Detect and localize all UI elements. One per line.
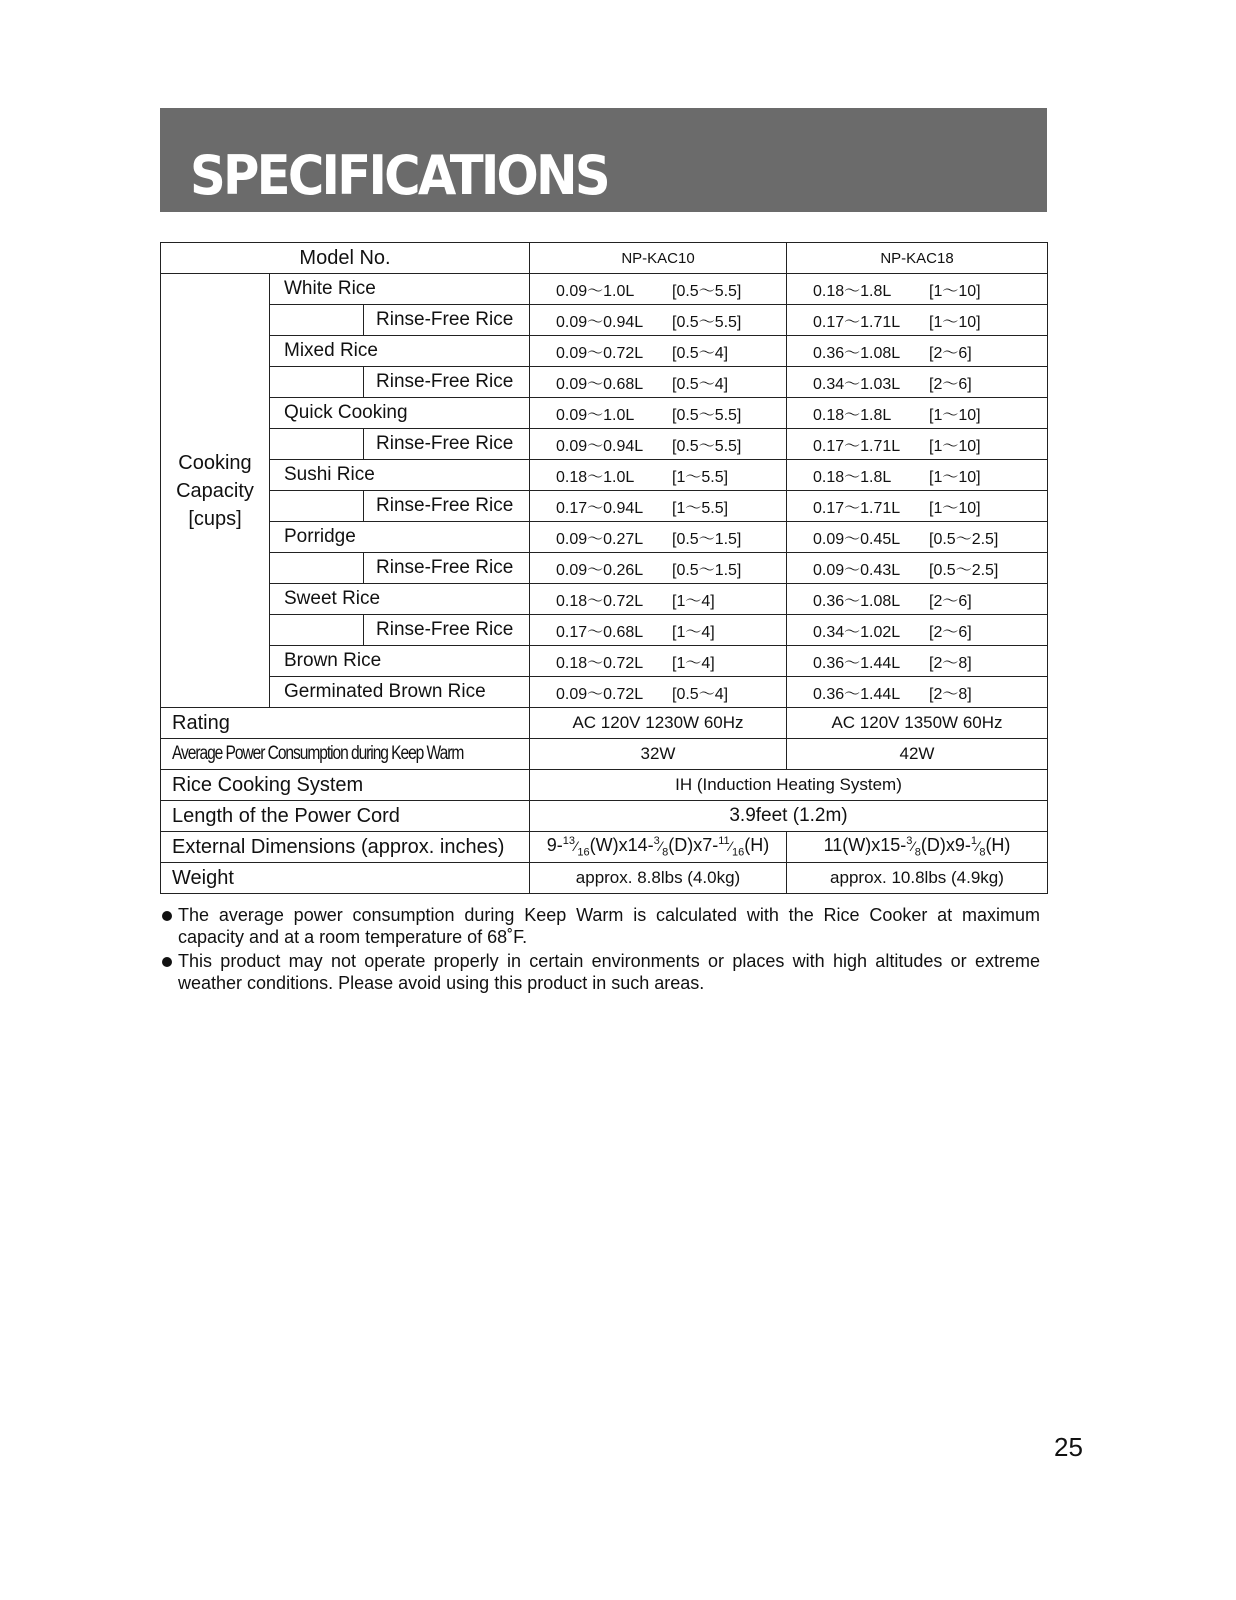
capacity-cell-kac18 (787, 460, 1048, 491)
menu-label: Germinated Brown Rice (270, 677, 530, 708)
note-environment: This product may not operate properly in certain environments or places with high altitudes or extreme weather conditions. Please avoid using this product in such areas. (160, 950, 1040, 994)
capacity-cups: [1～4] (672, 654, 715, 672)
capacity-cups: [1～10] (929, 499, 981, 517)
capacity-cups: [0.5～1.5] (672, 530, 742, 548)
capacity-cell-kac10 (530, 336, 787, 367)
dim-part: (H) (985, 835, 1011, 856)
system-value: IH (Induction Heating System) (530, 770, 1048, 801)
system-row-label (161, 770, 530, 801)
rating-row-label-text: Rating (172, 711, 230, 734)
capacity-liters: 0.34～1.03L (813, 375, 901, 393)
capacity-cups: [1～5.5] (672, 499, 729, 517)
capacity-liters: 0.17～1.71L (813, 437, 901, 455)
capacity-cups: [0.5～5.5] (672, 282, 742, 300)
fraction-numerator: 1 (970, 835, 977, 848)
capacity-liters: 0.34～1.02L (813, 623, 901, 641)
capacity-cups: [0.5～5.5] (672, 437, 742, 455)
keep-warm-kac18: 42W (787, 739, 1048, 770)
menu-sublabel: Rinse-Free Rice (364, 615, 530, 646)
table-row (161, 274, 1048, 305)
page-title: SPECIFICATIONS (190, 144, 608, 207)
capacity-liters: 0.09～0.94L (556, 437, 644, 455)
table-row (161, 646, 1048, 677)
dim-part: (H) (744, 835, 770, 856)
indent-cell (270, 491, 364, 522)
capacity-cell-kac18 (787, 615, 1048, 646)
weight-row-label-text: Weight (172, 866, 234, 889)
table-row (161, 305, 1048, 336)
rating-row-label (161, 708, 530, 739)
fraction-numerator: 3 (653, 835, 660, 848)
menu-label: Brown Rice (270, 646, 530, 677)
fraction (970, 835, 986, 859)
capacity-liters: 0.18～1.8L (813, 282, 892, 300)
model-kac10: NP-KAC10 (530, 243, 787, 274)
dim-part: (D)x7- (668, 835, 719, 856)
page-number: 25 (1054, 1432, 1083, 1462)
menu-label: Quick Cooking (270, 398, 530, 429)
capacity-cell-kac10 (530, 553, 787, 584)
dimensions-kac18 (787, 832, 1048, 863)
table-row (161, 584, 1048, 615)
capacity-liters: 0.36～1.08L (813, 592, 901, 610)
capacity-cups: [0.5～5.5] (672, 406, 742, 424)
fraction-slash: ⁄ (575, 838, 578, 855)
specifications-table (160, 242, 1048, 894)
capacity-cell-kac10 (530, 522, 787, 553)
menu-label: Sweet Rice (270, 584, 530, 615)
capacity-cell-kac10 (530, 398, 787, 429)
capacity-cups: [2～8] (929, 654, 972, 672)
capacity-cups: [0.5～1.5] (672, 561, 742, 579)
fraction-numerator: 11 (718, 835, 730, 848)
title-banner (160, 108, 1047, 212)
capacity-cell-kac18 (787, 677, 1048, 708)
fraction-numerator: 3 (906, 835, 913, 848)
notes-list (160, 904, 1040, 996)
capacity-cups: [1～10] (929, 313, 981, 331)
fraction-slash: ⁄ (976, 838, 980, 855)
keep-warm-row-label-text: Average Power Consumption during Keep Warm (172, 743, 464, 764)
capacity-liters: 0.09～0.94L (556, 313, 644, 331)
capacity-cell-kac10 (530, 491, 787, 522)
cord-row-label-text: Length of the Power Cord (172, 804, 400, 827)
fraction-numerator: 13 (562, 835, 576, 848)
capacity-liters: 0.09～1.0L (556, 406, 635, 424)
capacity-liters: 0.18～0.72L (556, 654, 644, 672)
menu-sublabel: Rinse-Free Rice (364, 553, 530, 584)
fraction-denominator: 16 (577, 846, 590, 859)
table-row (161, 491, 1048, 522)
fraction-denominator: 8 (662, 846, 669, 859)
indent-cell (270, 553, 364, 584)
rating-row (161, 708, 1048, 739)
capacity-liters: 0.09～0.27L (556, 530, 644, 548)
capacity-cups: [2～6] (929, 623, 972, 641)
dim-part: (W)x14- (589, 835, 654, 856)
capacity-cell-kac10 (530, 677, 787, 708)
capacity-liters: 0.17～0.94L (556, 499, 644, 517)
note-keep-warm: The average power consumption during Keep Warm is calculated with the Rice Cooker at maximum capacity and at a room temperature of 68˚F. (160, 904, 1040, 948)
fraction (653, 835, 669, 859)
capacity-cell-kac18 (787, 305, 1048, 336)
model-no-label: Model No. (161, 243, 530, 274)
table-row (161, 677, 1048, 708)
fraction (906, 835, 921, 859)
capacity-cups: [2～8] (929, 685, 972, 703)
capacity-cell-kac10 (530, 646, 787, 677)
capacity-cups: [1～10] (929, 468, 981, 486)
system-row-label-text: Rice Cooking System (172, 773, 364, 796)
table-row (161, 398, 1048, 429)
table-row (161, 336, 1048, 367)
indent-cell (270, 615, 364, 646)
weight-row (161, 863, 1048, 894)
capacity-liters: 0.18～1.8L (813, 468, 892, 486)
indent-cell (270, 305, 364, 336)
weight-row-label (161, 863, 530, 894)
fraction-denominator: 16 (731, 846, 745, 859)
dim-part: 11(W)x15- (823, 835, 907, 856)
capacity-cell-kac18 (787, 336, 1048, 367)
dim-part: (D)x9- (920, 835, 971, 856)
capacity-cups: [1～10] (929, 406, 981, 424)
capacity-liters: 0.09～0.26L (556, 561, 644, 579)
capacity-cups: [1～4] (672, 623, 715, 641)
capacity-liters: 0.18～0.72L (556, 592, 644, 610)
cord-row (161, 801, 1048, 832)
capacity-liters: 0.18～1.0L (556, 468, 635, 486)
keep-warm-kac10: 32W (530, 739, 787, 770)
menu-label: Porridge (270, 522, 530, 553)
capacity-label-line: Capacity (176, 479, 254, 502)
fraction-denominator: 8 (979, 846, 986, 859)
capacity-cell-kac10 (530, 460, 787, 491)
capacity-liters: 0.36～1.44L (813, 654, 901, 672)
indent-cell (270, 367, 364, 398)
cooking-capacity-label (161, 274, 270, 708)
capacity-liters: 0.17～1.71L (813, 313, 901, 331)
capacity-cell-kac18 (787, 553, 1048, 584)
weight-kac10: approx. 8.8lbs (4.0kg) (530, 863, 787, 894)
menu-sublabel: Rinse-Free Rice (364, 367, 530, 398)
capacity-cups: [1～4] (672, 592, 715, 610)
model-kac18: NP-KAC18 (787, 243, 1048, 274)
capacity-liters: 0.09～0.72L (556, 685, 644, 703)
capacity-cell-kac10 (530, 584, 787, 615)
capacity-cell-kac18 (787, 398, 1048, 429)
capacity-label-line: Cooking (178, 451, 252, 474)
capacity-cups: [1～10] (929, 282, 981, 300)
dimensions-kac10 (530, 832, 787, 863)
capacity-cups: [1～10] (929, 437, 981, 455)
capacity-liters: 0.36～1.08L (813, 344, 901, 362)
capacity-cups: [0.5～4] (672, 685, 729, 703)
indent-cell (270, 429, 364, 460)
capacity-cell-kac10 (530, 305, 787, 336)
capacity-liters: 0.17～0.68L (556, 623, 644, 641)
fraction (562, 835, 590, 859)
fraction (718, 835, 745, 859)
capacity-cell-kac10 (530, 429, 787, 460)
capacity-cell-kac18 (787, 274, 1048, 305)
capacity-cell-kac10 (530, 367, 787, 398)
capacity-cell-kac18 (787, 491, 1048, 522)
capacity-cups: [2～6] (929, 344, 972, 362)
menu-label: White Rice (270, 274, 530, 305)
menu-sublabel: Rinse-Free Rice (364, 491, 530, 522)
capacity-cell-kac10 (530, 615, 787, 646)
capacity-liters: 0.09～0.45L (813, 530, 901, 548)
capacity-cell-kac18 (787, 367, 1048, 398)
system-row (161, 770, 1048, 801)
capacity-cups: [1～5.5] (672, 468, 729, 486)
table-row (161, 460, 1048, 491)
capacity-liters: 0.09～0.68L (556, 375, 644, 393)
capacity-liters: 0.09～1.0L (556, 282, 635, 300)
capacity-cell-kac18 (787, 522, 1048, 553)
keep-warm-row (161, 739, 1048, 770)
keep-warm-row-label (161, 739, 530, 770)
table-row (161, 615, 1048, 646)
dimensions-row-label (161, 832, 530, 863)
table-row (161, 367, 1048, 398)
table-header-row (161, 243, 1048, 274)
rating-kac10: AC 120V 1230W 60Hz (530, 708, 787, 739)
capacity-cups: [0.5～5.5] (672, 313, 742, 331)
cord-value: 3.9feet (1.2m) (530, 801, 1048, 832)
table-row (161, 429, 1048, 460)
dimensions-row (161, 832, 1048, 863)
capacity-liters: 0.09～0.43L (813, 561, 901, 579)
capacity-cups: [0.5～4] (672, 375, 729, 393)
capacity-liters: 0.36～1.44L (813, 685, 901, 703)
capacity-cell-kac18 (787, 584, 1048, 615)
capacity-label-line: [cups] (188, 507, 242, 530)
capacity-liters: 0.17～1.71L (813, 499, 901, 517)
table-row (161, 553, 1048, 584)
capacity-cell-kac18 (787, 646, 1048, 677)
menu-sublabel: Rinse-Free Rice (364, 429, 530, 460)
dim-part: 9- (546, 835, 563, 856)
fraction-denominator: 8 (914, 846, 921, 859)
capacity-cups: [0.5～4] (672, 344, 729, 362)
capacity-cups: [0.5～2.5] (929, 561, 999, 579)
fraction-slash: ⁄ (729, 838, 732, 855)
capacity-liters: 0.18～1.8L (813, 406, 892, 424)
capacity-cups: [2～6] (929, 592, 972, 610)
menu-label: Mixed Rice (270, 336, 530, 367)
weight-kac18: approx. 10.8lbs (4.9kg) (787, 863, 1048, 894)
menu-label: Sushi Rice (270, 460, 530, 491)
dimensions-row-label-text: External Dimensions (approx. inches) (172, 835, 505, 858)
rating-kac18: AC 120V 1350W 60Hz (787, 708, 1048, 739)
fraction-slash: ⁄ (659, 838, 663, 855)
fraction-slash: ⁄ (912, 838, 915, 855)
menu-sublabel: Rinse-Free Rice (364, 305, 530, 336)
capacity-liters: 0.09～0.72L (556, 344, 644, 362)
capacity-cups: [0.5～2.5] (929, 530, 999, 548)
capacity-cell-kac10 (530, 274, 787, 305)
capacity-cell-kac18 (787, 429, 1048, 460)
table-row (161, 522, 1048, 553)
cord-row-label (161, 801, 530, 832)
capacity-cups: [2～6] (929, 375, 972, 393)
